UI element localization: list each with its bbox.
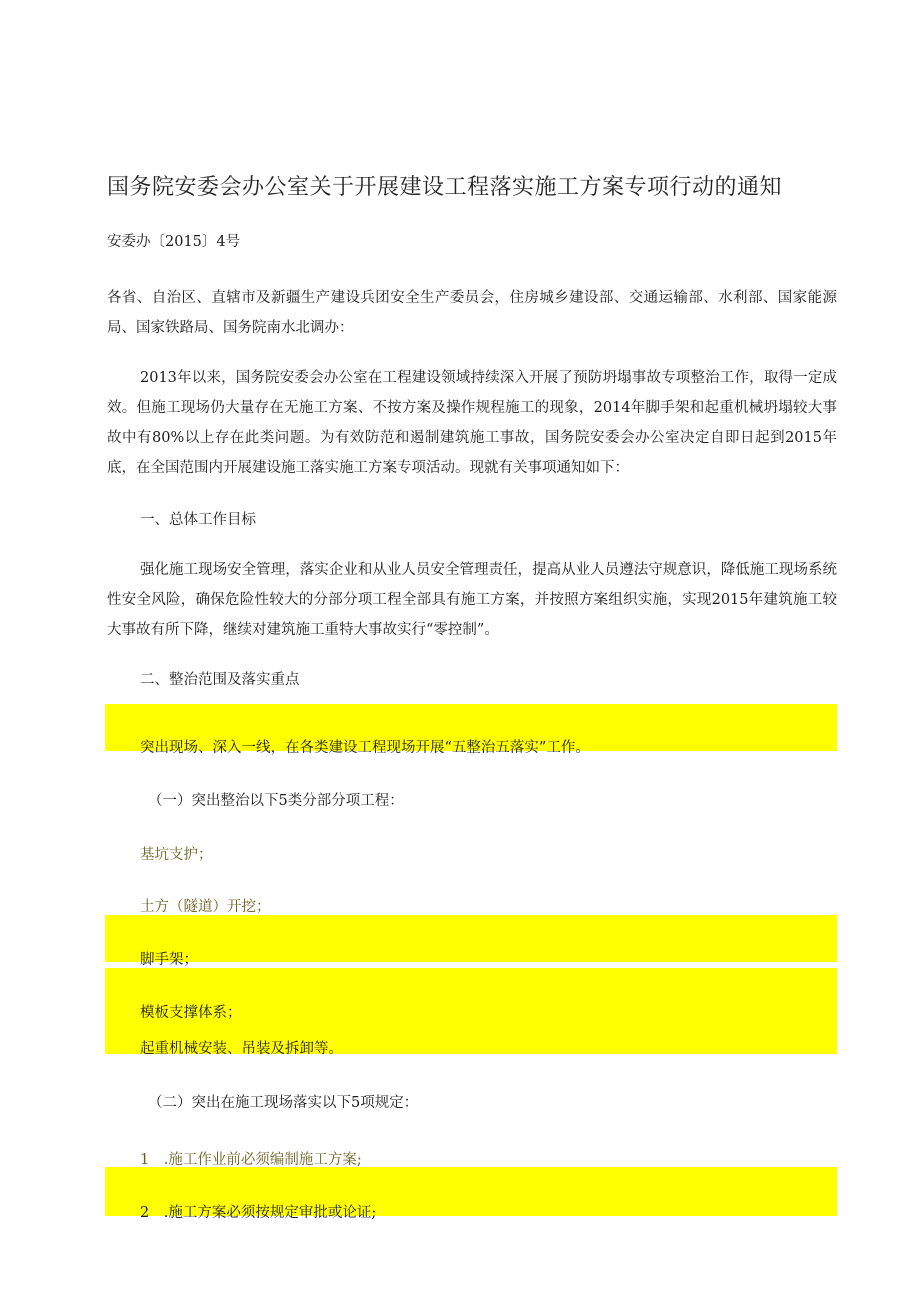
document-number: 安委办〔2015〕4号 (107, 234, 241, 250)
subsection-heading-projects: （一）突出整治以下5类分部分项工程： (148, 792, 404, 809)
intro-paragraph: 2013年以来，国务院安委会办公室在工程建设领域持续深入开展了预防坍塌事故专项整治工作，取得一定成效。但施工现场仍大量存在无施工方案、不按方案及操作规程施工的现象，2014年脚手架和起重机械坍塌较大事故中有80%以上存在此类问题。为有效防范和遏制建筑施工事故，国务院安委会办公室决定自即日起到2015年底，在全国范围内开展建设施工落实施工方案专项活动。现就有关事项通知如下： (107, 370, 837, 476)
section-heading-goals: 一、总体工作目标 (140, 512, 256, 528)
list-item: 模板支撑体系； (140, 1004, 242, 1021)
list-item: 基坑支护； (140, 846, 213, 863)
list-item: 起重机械安装、吊装及拆卸等。 (140, 1040, 343, 1057)
list-item: 脚手架； (140, 951, 198, 968)
scope-lead-text: 突出现场、深入一线，在各类建设工程现场开展“五整治五落实”工作。 (140, 739, 590, 756)
addressee-paragraph: 各省、自治区、直辖市及新疆生产建设兵团安全生产委员会，住房城乡建设部、交通运输部、水利部、国家能源局、国家铁路局、国务院南水北调办： (107, 290, 837, 336)
list-item: 土方（隧道）开挖； (140, 898, 271, 915)
list-item: 2 .施工方案必须按规定审批或论证; (140, 1204, 377, 1221)
section-heading-scope: 二、整治范围及落实重点 (140, 672, 300, 688)
goals-paragraph: 强化施工现场安全管理，落实企业和从业人员安全管理责任，提高从业人员遵法守规意识，降低施工现场系统性安全风险，确保危险性较大的分部分项工程全部具有施工方案，并按照方案组织实施，实现2015年建筑施工较大事故有所下降，继续对建筑施工重特大事故实行“零控制”。 (107, 562, 837, 638)
subsection-heading-rules: （二）突出在施工现场落实以下5项规定： (148, 1094, 419, 1111)
list-item: 1 .施工作业前必须编制施工方案; (140, 1151, 362, 1168)
document-title: 国务院安委会办公室关于开展建设工程落实施工方案专项行动的通知 (107, 175, 783, 200)
highlight-band (105, 915, 837, 962)
